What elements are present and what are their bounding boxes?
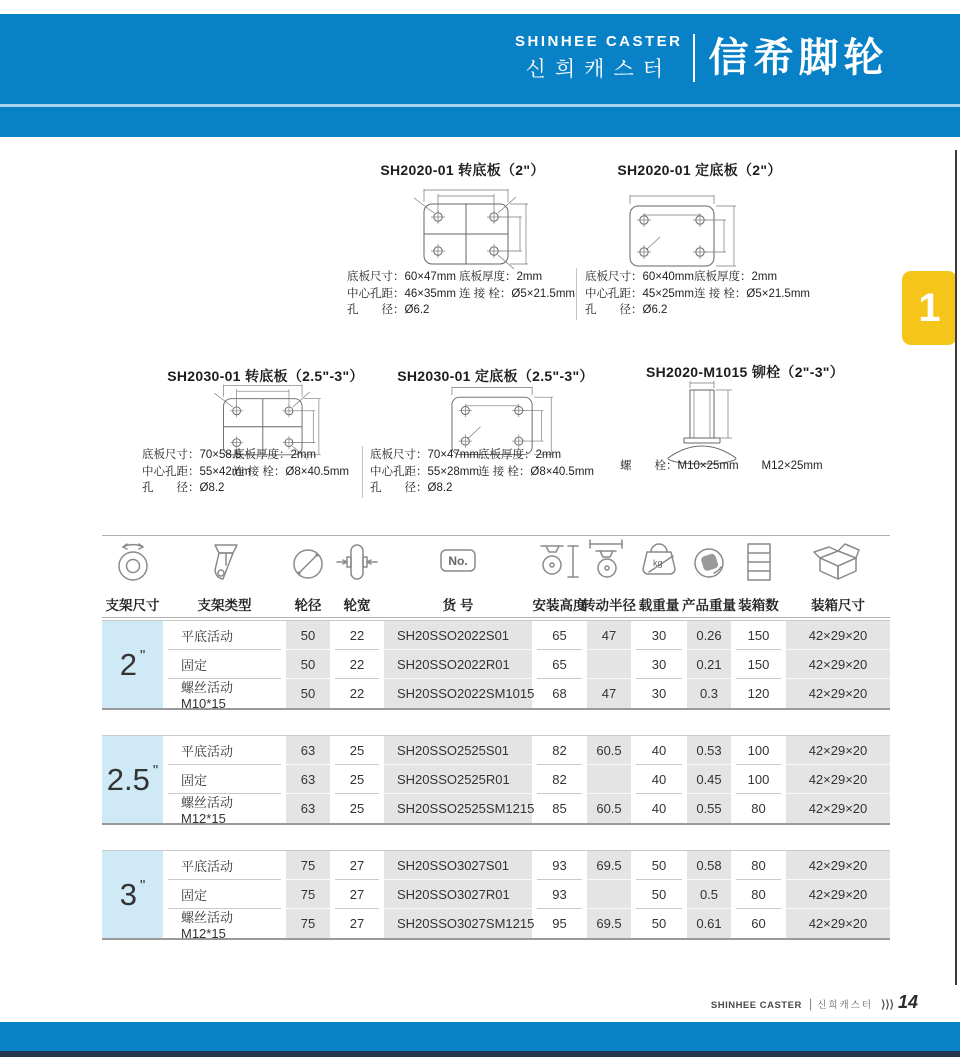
data-cell: 40 [651, 801, 667, 816]
load-capacity-icon [636, 537, 682, 585]
row-type-cell: 螺丝活动 M12*15 [181, 909, 234, 941]
data-cell: 30 [636, 650, 682, 679]
data-cell: 63 [286, 765, 330, 794]
spec-line: 中心孔距：55×42mm [142, 465, 251, 478]
data-cell: 75 [286, 880, 330, 909]
brand-logo [515, 32, 889, 84]
data-cell: 50 [286, 621, 330, 650]
data-cell: 0.55 [687, 794, 731, 823]
data-cell: 95 [552, 916, 567, 931]
row-type-cell: 平底活动 [168, 851, 281, 880]
spec-line: 中心孔距：55×28mm [370, 465, 479, 478]
table-body [102, 620, 890, 940]
data-cell: 50 [286, 650, 330, 679]
brand-name-cn: 信希脚轮 [708, 36, 889, 80]
data-cell: 69.5 [587, 909, 631, 938]
footer-navy-band [0, 1051, 960, 1057]
column-header: 安装高度 [532, 597, 587, 613]
table-group [102, 850, 890, 940]
data-cell: 68 [552, 686, 567, 701]
table-group [102, 735, 890, 825]
spec-line: 底板尺寸：70×58.5 [142, 449, 242, 461]
turning-radius-icon [586, 537, 632, 585]
data-cell: 42×29×20 [786, 794, 890, 823]
column-header: 轮宽 [343, 597, 371, 613]
footer-arrows-icon: ⟩⟩⟩ [881, 999, 894, 1011]
data-cell: 100 [736, 765, 781, 794]
data-cell: 50 [651, 916, 667, 931]
brand-name-en: SHINHEE CASTER [515, 33, 683, 50]
data-cell: 80 [751, 801, 766, 816]
diagram-title: SH2020-01 定底板（2"） [617, 162, 782, 178]
footer-blue-band [0, 1022, 960, 1051]
data-cell: 47 [587, 621, 631, 650]
brand-logo-left [515, 33, 683, 83]
spec-line: 孔 径：Ø6.2 [347, 304, 430, 316]
data-cell: 82 [537, 736, 582, 765]
data-cell: 27 [335, 880, 379, 909]
data-cell [587, 880, 631, 909]
data-cell: 0.26 [687, 621, 731, 650]
diagram-specs-right [459, 269, 575, 302]
data-cell: 30 [636, 621, 682, 650]
data-cell: 63 [286, 736, 330, 765]
group-size-cell [102, 736, 163, 823]
column-header: 装箱尺寸 [811, 597, 865, 613]
spec-line: 螺 栓：M10×25mm M12×25mm [620, 460, 823, 472]
row-type-cell: 螺丝活动 M10*15 [181, 679, 234, 711]
data-cell: SH20SSO3027S01 [384, 851, 532, 880]
data-cell: 42×29×20 [786, 621, 890, 650]
data-cell: 50 [636, 851, 682, 880]
group-size-unit: " [139, 647, 146, 664]
spec-table [102, 535, 890, 940]
diagram-specs-left [370, 447, 479, 497]
data-cell: 0.3 [687, 679, 731, 708]
column-header: 支架类型 [197, 597, 252, 613]
group-size-value: 3 [119, 876, 137, 912]
data-cell: 25 [335, 736, 379, 765]
row-type-cell: 螺丝活动 M12*15 [181, 794, 234, 826]
data-cell: 93 [537, 880, 582, 909]
data-cell: 82 [537, 765, 582, 794]
data-cell: 65 [537, 621, 582, 650]
carton-size-icon [812, 537, 864, 585]
swivel-plate-drawing [388, 184, 538, 276]
group-size-value: 2.5 [106, 761, 150, 797]
data-cell: 69.5 [587, 851, 631, 880]
diagram-title: SH2030-01 转底板（2.5"-3"） [167, 368, 364, 384]
data-cell: 60.5 [587, 794, 631, 823]
spec-rule [362, 446, 363, 498]
spec-line: 连 接 栓：Ø5×21.5mm [694, 287, 810, 300]
column-header: 产品重量 [682, 597, 736, 613]
row-type-cell: 平底活动 [168, 621, 281, 650]
svg-text:No.: No. [448, 553, 468, 568]
data-cell: 42×29×20 [786, 880, 890, 909]
data-cell: 75 [286, 909, 330, 938]
column-header: 载重量 [638, 597, 680, 613]
table-header-icons [102, 535, 890, 590]
data-cell: 60.5 [587, 736, 631, 765]
data-cell: SH20SSO2022S01 [384, 621, 532, 650]
wheel-width-icon [335, 537, 379, 585]
diagram-specs-right [478, 447, 594, 480]
mount-height-icon [537, 537, 583, 585]
diagram-title: SH2030-01 定底板（2.5"-3"） [397, 368, 594, 384]
svg-text:kg: kg [653, 557, 663, 568]
spec-line: 底板厚度：2mm [233, 449, 317, 461]
data-cell: 22 [335, 621, 379, 650]
data-cell: 42×29×20 [786, 650, 890, 679]
spec-line: 孔 径：Ø8.2 [142, 482, 225, 494]
data-cell: SH20SSO2022SM1015 [384, 679, 532, 708]
data-cell: 22 [335, 650, 379, 679]
column-header: 转动半径 [582, 597, 636, 613]
table-group [102, 620, 890, 710]
spec-line: 底板厚度：2mm [478, 449, 562, 461]
spec-line: 孔 径：Ø8.2 [370, 482, 453, 494]
spec-line: 底板厚度：2mm [694, 271, 778, 283]
data-cell: 0.45 [687, 765, 731, 794]
data-cell: 80 [736, 851, 781, 880]
logo-separator [693, 34, 695, 82]
diagram-specs-right [694, 269, 810, 302]
brand-name-kr: 신희캐스터 [525, 58, 672, 81]
data-cell: 40 [636, 736, 682, 765]
data-cell: SH20SSO2525R01 [384, 765, 532, 794]
data-cell: 27 [349, 916, 365, 931]
chapter-tab: 1 [902, 271, 957, 345]
page-footer [711, 992, 918, 1013]
fixed-plate-drawing [598, 188, 748, 276]
data-cell: 42×29×20 [786, 736, 890, 765]
data-cell: 30 [651, 686, 667, 701]
spec-line: 底板尺寸：60×40mm [585, 271, 694, 283]
data-cell: 42×29×20 [786, 765, 890, 794]
spec-line: 底板尺寸：70×47mm [370, 449, 479, 461]
data-cell: 0.53 [687, 736, 731, 765]
data-cell: 50 [286, 679, 330, 708]
column-header: 支架尺寸 [105, 597, 160, 613]
spec-line: 底板尺寸：60×47mm [347, 271, 456, 283]
data-cell: 42×29×20 [786, 909, 890, 938]
carton-qty-icon [736, 537, 782, 585]
row-type-cell: 固定 [168, 765, 281, 794]
data-cell: 0.61 [687, 909, 731, 938]
data-cell [587, 765, 631, 794]
data-cell: 80 [736, 880, 781, 909]
data-cell: 22 [349, 686, 365, 701]
column-header: 货 号 [442, 597, 474, 613]
data-cell: 75 [286, 851, 330, 880]
data-cell: SH20SSO3027SM1215 [384, 909, 532, 938]
group-size-unit: " [139, 877, 146, 894]
spec-line: 中心孔距：46×35mm [347, 287, 456, 300]
page-number: 14 [897, 992, 918, 1012]
diagram-title: SH2020-M1015 铆栓（2"-3"） [645, 364, 845, 380]
data-cell: SH20SSO2022R01 [384, 650, 532, 679]
data-cell: 0.21 [687, 650, 731, 679]
diagram-specs-left [585, 269, 694, 319]
row-type-cell: 平底活动 [168, 736, 281, 765]
data-cell: 63 [286, 794, 330, 823]
data-cell: SH20SSO2525S01 [384, 736, 532, 765]
data-cell: 120 [747, 686, 770, 701]
data-cell: 60 [751, 916, 766, 931]
data-cell: SH20SSO3027R01 [384, 880, 532, 909]
data-cell: 42×29×20 [786, 679, 890, 708]
diagram-specs-left [347, 269, 456, 319]
data-cell: 27 [335, 851, 379, 880]
footer-brand-en: SHINHEE CASTER [710, 1000, 802, 1011]
spec-line: 连 接 栓：Ø5×21.5mm [459, 287, 575, 300]
group-size-value: 2 [119, 646, 137, 682]
footer-divider: | [808, 996, 813, 1011]
row-type-cell: 固定 [168, 650, 281, 679]
data-cell: 85 [552, 801, 567, 816]
group-size-cell [102, 621, 163, 708]
spec-line: 连 接 栓：Ø8×40.5mm [478, 465, 594, 478]
spec-line: 孔 径：Ø6.2 [585, 304, 668, 316]
data-cell: 65 [537, 650, 582, 679]
row-type-cell: 固定 [168, 880, 281, 909]
data-cell: 40 [636, 765, 682, 794]
diagram-specs-left [620, 458, 823, 475]
data-cell: 150 [736, 650, 781, 679]
footer-brand-kr: 신희캐스터 [817, 1000, 874, 1011]
data-cell: 150 [736, 621, 781, 650]
spec-line: 中心孔距：45×25mm [585, 287, 694, 300]
header-band-secondary [0, 107, 960, 137]
spec-line: 连 接 栓：Ø8×40.5mm [233, 465, 349, 478]
spec-rule [576, 268, 577, 320]
page-spine-line [955, 150, 957, 985]
data-cell: SH20SSO2525SM1215 [384, 794, 532, 823]
spec-line: 底板厚度：2mm [459, 271, 543, 283]
data-cell: 93 [537, 851, 582, 880]
item-no-icon [436, 537, 480, 585]
data-cell: 50 [636, 880, 682, 909]
group-size-cell [102, 851, 163, 938]
column-header: 装箱数 [738, 597, 779, 613]
rivet-bolt-drawing [648, 378, 768, 470]
data-cell: 0.5 [687, 880, 731, 909]
bracket-type-icon [203, 537, 247, 585]
diagram-specs-right [233, 447, 349, 480]
table-header-labels [102, 590, 890, 618]
data-cell: 0.58 [687, 851, 731, 880]
data-cell: 100 [736, 736, 781, 765]
product-weight-icon [686, 537, 732, 585]
group-size-unit: " [152, 762, 159, 779]
data-cell: 42×29×20 [786, 851, 890, 880]
data-cell: 25 [335, 765, 379, 794]
data-cell [587, 650, 631, 679]
swivel-size-icon [111, 537, 155, 585]
wheel-diameter-icon [286, 537, 330, 585]
column-header: 轮径 [294, 597, 322, 613]
diagram-title: SH2020-01 转底板（2"） [380, 162, 545, 178]
data-cell: 25 [349, 801, 365, 816]
data-cell: 47 [587, 679, 631, 708]
